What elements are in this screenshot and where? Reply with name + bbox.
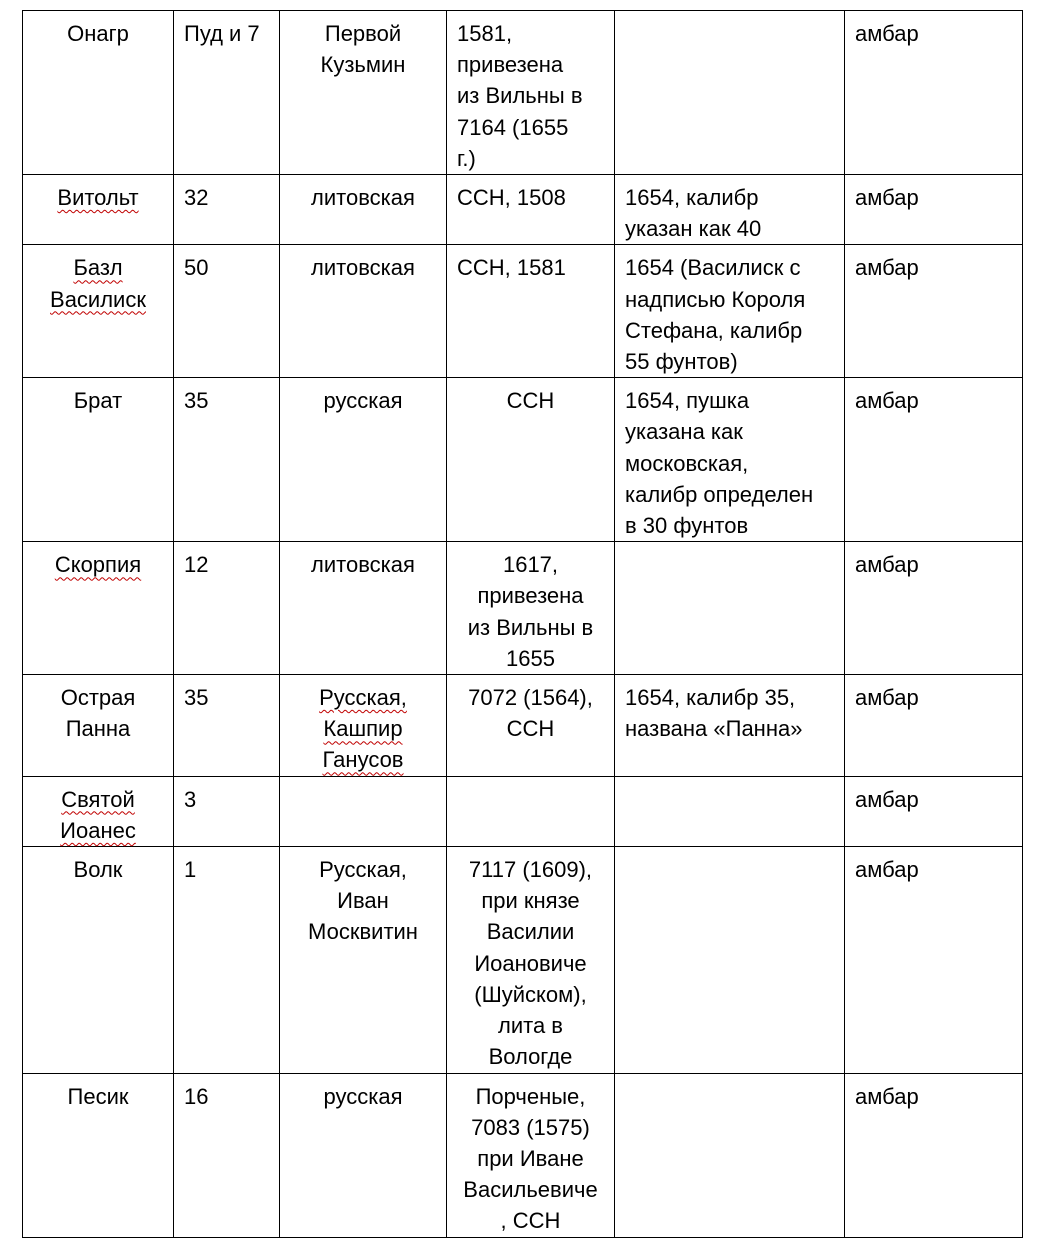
date-cell bbox=[447, 378, 615, 542]
cannon-name-cell bbox=[23, 847, 174, 1073]
weight-cell bbox=[174, 11, 280, 175]
date-text: ССН, 1508 bbox=[457, 185, 566, 211]
origin-text: литовская bbox=[311, 255, 415, 281]
note-cell bbox=[615, 175, 845, 245]
cannon-name-cell bbox=[23, 245, 174, 378]
cannon-name-text: Острая Панна bbox=[60, 685, 136, 742]
weight-text: 35 bbox=[184, 388, 209, 414]
location-text: амбар bbox=[855, 185, 919, 211]
origin-cell bbox=[280, 11, 447, 175]
origin-cell bbox=[280, 847, 447, 1073]
table-row bbox=[23, 542, 1023, 675]
weight-text: Пуд и 7 bbox=[184, 21, 260, 46]
note-cell bbox=[615, 1073, 845, 1237]
origin-cell bbox=[280, 175, 447, 245]
location-text: амбар bbox=[855, 857, 919, 883]
weight-text: 32 bbox=[184, 185, 209, 211]
origin-text: литовская bbox=[311, 185, 415, 211]
origin-text: литовская bbox=[311, 552, 415, 578]
cannon-name-text: Скорпия bbox=[54, 552, 142, 578]
cannon-name-text: Базл Василиск bbox=[50, 255, 146, 312]
cannon-name-cell bbox=[23, 175, 174, 245]
weight-text: 50 bbox=[184, 255, 209, 281]
location-cell bbox=[845, 847, 1023, 1073]
weight-cell bbox=[174, 378, 280, 542]
date-text: ССН, 1581 bbox=[457, 255, 566, 281]
note-text: 1654, пушка указана как московская, калибр определен в 30 фунтов bbox=[625, 388, 814, 539]
weight-text: 1 bbox=[184, 857, 197, 883]
location-text: амбар bbox=[855, 552, 919, 578]
weight-text: 12 bbox=[184, 552, 209, 578]
table-row bbox=[23, 776, 1023, 846]
weight-text: 16 bbox=[184, 1083, 209, 1109]
origin-cell bbox=[280, 1073, 447, 1237]
note-cell bbox=[615, 11, 845, 175]
date-cell bbox=[447, 776, 615, 846]
origin-text: русская bbox=[323, 1083, 403, 1109]
origin-text: Русская, Кашпир Ганусов bbox=[319, 685, 407, 773]
table-row bbox=[23, 11, 1023, 175]
date-text: 1617, привезена из Вильны в 1655 bbox=[467, 552, 594, 671]
cannon-name-text: Брат bbox=[73, 388, 123, 414]
location-cell bbox=[845, 1073, 1023, 1237]
cannon-name-cell bbox=[23, 1073, 174, 1237]
note-cell bbox=[615, 245, 845, 378]
date-cell bbox=[447, 847, 615, 1073]
table-row bbox=[23, 675, 1023, 777]
location-cell bbox=[845, 675, 1023, 777]
cannon-name-text: Онагр bbox=[67, 21, 129, 46]
table-row bbox=[23, 245, 1023, 378]
location-text: амбар bbox=[855, 1083, 919, 1109]
cannon-name-text: Витольт bbox=[57, 185, 139, 211]
cannon-name-cell bbox=[23, 378, 174, 542]
date-cell bbox=[447, 175, 615, 245]
date-text: Порченые, 7083 (1575) при Иване Васильевиче , ССН bbox=[463, 1083, 598, 1234]
location-text: амбар bbox=[855, 21, 919, 46]
location-cell bbox=[845, 11, 1023, 175]
note-cell bbox=[615, 675, 845, 777]
origin-text: Первой Кузьмин bbox=[320, 21, 406, 78]
weight-cell bbox=[174, 542, 280, 675]
note-text: 1654, калибр 35, названа «Панна» bbox=[625, 685, 803, 742]
date-cell bbox=[447, 542, 615, 675]
cannon-name-text: Святой Иоанес bbox=[60, 786, 136, 843]
cannon-name-text: Волк bbox=[73, 857, 123, 883]
origin-cell bbox=[280, 542, 447, 675]
date-text: 7117 (1609), при князе Василии Иоановиче (Шуйском), лита в Вологде bbox=[468, 857, 593, 1070]
table-row bbox=[23, 175, 1023, 245]
date-text: 1581, привезена из Вильны в 7164 (1655 г.) bbox=[457, 21, 583, 171]
table-body bbox=[23, 11, 1023, 1238]
origin-cell bbox=[280, 776, 447, 846]
weight-text: 35 bbox=[184, 685, 209, 711]
weight-cell bbox=[174, 776, 280, 846]
weight-cell bbox=[174, 675, 280, 777]
date-text: 7072 (1564), ССН bbox=[468, 685, 593, 742]
location-text: амбар bbox=[855, 255, 919, 281]
date-cell bbox=[447, 11, 615, 175]
location-cell bbox=[845, 542, 1023, 675]
origin-text: русская bbox=[323, 388, 403, 414]
note-cell bbox=[615, 776, 845, 846]
note-cell bbox=[615, 378, 845, 542]
location-cell bbox=[845, 245, 1023, 378]
location-text: амбар bbox=[855, 685, 919, 711]
note-cell bbox=[615, 847, 845, 1073]
origin-cell bbox=[280, 245, 447, 378]
location-cell bbox=[845, 776, 1023, 846]
date-cell bbox=[447, 245, 615, 378]
cannon-name-text: Песик bbox=[67, 1083, 129, 1109]
note-cell bbox=[615, 542, 845, 675]
origin-cell bbox=[280, 378, 447, 542]
cannon-table bbox=[22, 10, 1023, 1238]
weight-cell bbox=[174, 1073, 280, 1237]
table-row bbox=[23, 1073, 1023, 1237]
weight-text: 3 bbox=[184, 786, 197, 812]
table-row bbox=[23, 847, 1023, 1073]
cannon-name-cell bbox=[23, 11, 174, 175]
location-text: амбар bbox=[855, 786, 919, 812]
weight-cell bbox=[174, 175, 280, 245]
location-text: амбар bbox=[855, 388, 919, 414]
date-cell bbox=[447, 1073, 615, 1237]
location-cell bbox=[845, 378, 1023, 542]
date-text: ССН bbox=[506, 388, 555, 414]
location-cell bbox=[845, 175, 1023, 245]
weight-cell bbox=[174, 245, 280, 378]
cannon-name-cell bbox=[23, 776, 174, 846]
origin-cell bbox=[280, 675, 447, 777]
note-text: 1654 (Василиск с надписью Короля Стефана, калибр 55 фунтов) bbox=[625, 255, 806, 375]
table-row bbox=[23, 378, 1023, 542]
weight-cell bbox=[174, 847, 280, 1073]
note-text: 1654, калибр указан как 40 bbox=[625, 185, 762, 242]
origin-text: Русская, Иван Москвитин bbox=[308, 857, 418, 945]
cannon-name-cell bbox=[23, 542, 174, 675]
cannon-name-cell bbox=[23, 675, 174, 777]
date-cell bbox=[447, 675, 615, 777]
